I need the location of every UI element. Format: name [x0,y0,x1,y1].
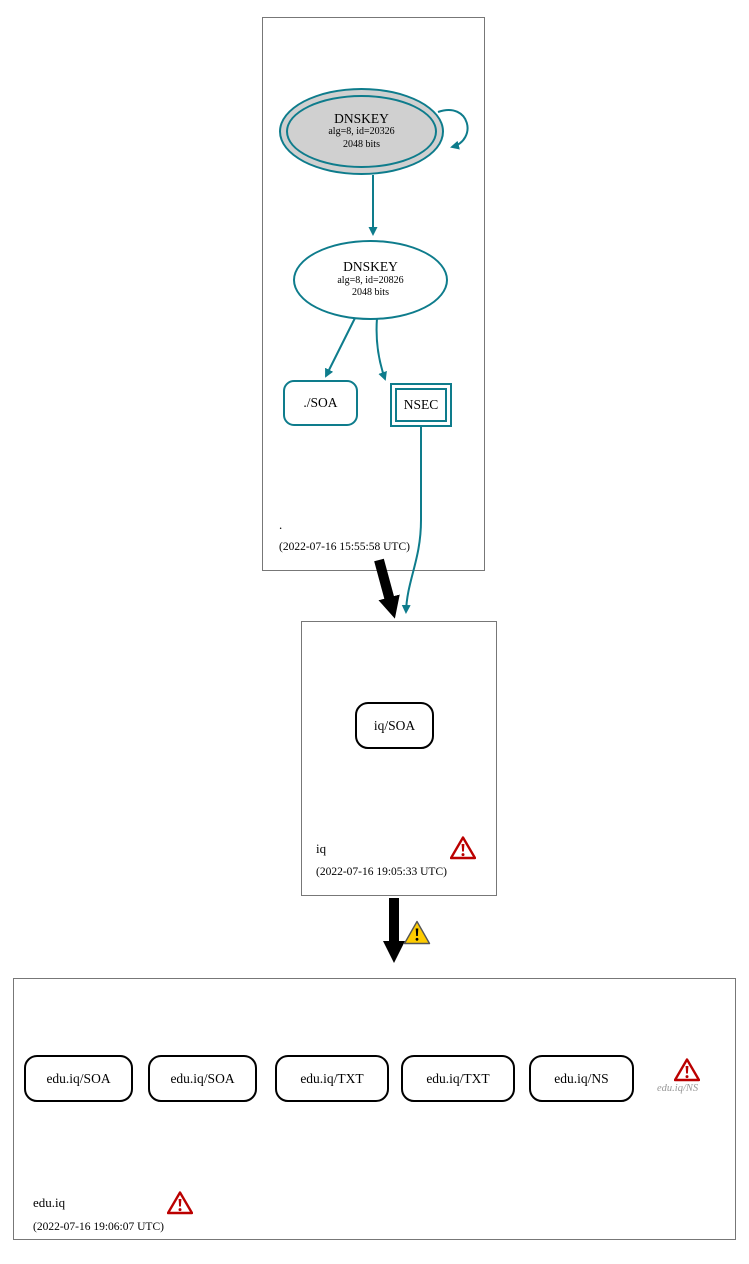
node-edu-iq-txt-2[interactable] [401,1055,515,1102]
error-triangle-icon-edu-iq-zone [167,1191,193,1215]
node-title: edu.iq/SOA [46,1070,111,1086]
node-title: edu.iq/TXT [300,1070,364,1086]
node-iq-soa[interactable] [355,702,434,749]
zone-label-root: . [279,517,283,532]
node-subtitle-bits: 2048 bits [343,138,380,150]
node-dnskey-20326[interactable] [279,88,444,175]
node-title: edu.iq/SOA [170,1070,235,1086]
node-edu-iq-soa-2[interactable] [148,1055,257,1102]
node-title: edu.iq/NS [554,1070,609,1086]
node-edu-iq-soa-1[interactable] [24,1055,133,1102]
node-title: NSEC [403,397,439,412]
zone-timestamp-edu-iq: (2022-07-16 19:06:07 UTC) [33,1221,164,1233]
node-edu-iq-ns-ghost-label: edu.iq/NS [657,1083,699,1094]
zone-box-edu-iq [13,978,736,1240]
node-subtitle-bits: 2048 bits [352,287,389,299]
node-title: edu.iq/TXT [426,1070,490,1086]
node-nsec[interactable] [390,383,452,427]
node-edu-iq-txt-1[interactable] [275,1055,389,1102]
node-subtitle-alg: alg=8, id=20326 [328,126,395,138]
node-title: iq/SOA [373,717,416,733]
node-subtitle-alg: alg=8, id=20826 [337,274,404,286]
error-triangle-icon [450,836,476,860]
zone-timestamp-root: (2022-07-16 15:55:58 UTC) [279,541,410,553]
error-triangle-icon-edu-iq-ns [674,1058,700,1082]
node-title: DNSKEY [334,110,389,126]
node-title: DNSKEY [343,259,398,275]
zone-timestamp-iq: (2022-07-16 19:05:33 UTC) [316,866,447,878]
node-dnskey-20826[interactable] [293,240,448,320]
zone-label-iq: iq [316,841,327,856]
node-edu-iq-ns[interactable] [529,1055,634,1102]
node-root-soa[interactable] [283,380,358,426]
zone-label-edu-iq: edu.iq [33,1195,66,1210]
warning-triangle-icon [403,920,431,946]
node-title: ./SOA [303,395,338,410]
